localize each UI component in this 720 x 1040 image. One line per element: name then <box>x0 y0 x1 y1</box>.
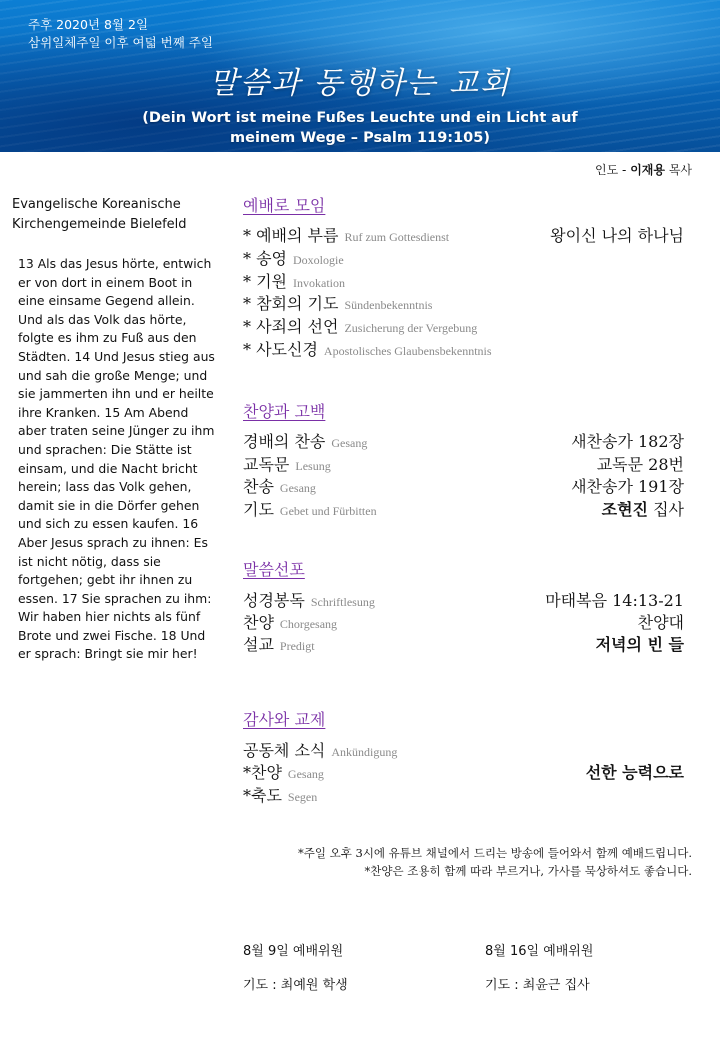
item-korean: 찬양 <box>243 613 274 632</box>
liturgical-sunday: 삼위일체주일 이후 여덟 번째 주일 <box>28 35 213 50</box>
order-item <box>243 223 688 245</box>
item-german: Lesung <box>295 459 331 473</box>
church-name <box>12 195 222 235</box>
section-title-praise: 찬양과 고백 <box>243 402 326 421</box>
item-korean: 성경봉독 <box>243 591 305 610</box>
section-title-sermon: 말씀선포 <box>243 560 305 579</box>
committee-title: 8월 16일 예배위원 <box>485 944 594 959</box>
item-korean: * 송영 <box>243 249 287 268</box>
worship-leader <box>595 161 692 178</box>
item-german: Sündenbekenntnis <box>344 298 433 312</box>
order-item <box>243 429 688 451</box>
scripture-text: 13 Als das Jesus hörte, entwich er von dort in einem Boot in eine einsame Gegend allein. Und als das Volk das hörte, folgte es ihm zu Fuß aus den Städten. 14 Und Jesus stieg aus und sah die große Menge; und sie jammerten ihn und er heilte ihre Kranken. 15 Am Abend aber traten seine Jünger zu ihm und sprachen: Die Stätte ist einsam, und die Nacht bricht herein; lass das Volk gehen, damit sie in die Dörfer gehen und sich zu essen kaufen. 16 Aber Jesus sprach zu ihnen: Es ist nicht nötig, dass sie fortgehen; gebt ihr ihnen zu essen. 17 Sie sprachen zu ihm: Wir haben hier nichts als fünf Brote und zwei Fische. 18 Und er sprach: Bringt sie mir her! <box>18 256 215 662</box>
item-korean: * 예배의 부름 <box>243 226 339 245</box>
order-item <box>243 783 688 805</box>
service-date-block <box>28 16 213 52</box>
item-german: Gesang <box>331 436 368 450</box>
item-german: Schriftlesung <box>310 595 375 609</box>
item-german: Ruf zum Gottesdienst <box>344 230 450 244</box>
item-korean: * 사죄의 선언 <box>243 317 339 336</box>
item-value: 찬양대 <box>637 613 684 632</box>
item-german: Gesang <box>279 481 316 495</box>
item-value: 교독문 28번 <box>596 455 684 474</box>
item-german: Gesang <box>287 767 324 781</box>
prayer-leader-title: 집사 <box>648 500 684 519</box>
item-korean: 찬송 <box>243 477 274 496</box>
item-korean: 경배의 찬송 <box>243 432 326 451</box>
committee-prayer: 기도 : 최윤근 집사 <box>485 978 590 993</box>
sermon-title: 저녁의 빈 들 <box>595 635 684 654</box>
church-name-line: Evangelische Koreanische <box>12 197 181 212</box>
notes <box>298 844 692 880</box>
item-korean: 기도 <box>243 500 274 519</box>
order-item <box>243 588 688 610</box>
item-korean: * 기원 <box>243 272 287 291</box>
item-german: Ankündigung <box>331 745 398 759</box>
order-item <box>243 314 688 336</box>
church-name-line: Kirchengemeinde Bielefeld <box>12 217 187 232</box>
order-item <box>243 738 688 760</box>
item-korean: 설교 <box>243 635 274 654</box>
leader-name: 이재용 <box>630 163 665 177</box>
committee-aug16 <box>485 942 593 996</box>
committee-prayer: 기도 : 최예원 학생 <box>243 978 348 993</box>
item-german: Predigt <box>279 639 315 653</box>
committee-aug9 <box>243 942 348 996</box>
order-item <box>243 269 688 291</box>
item-korean: *찬양 <box>243 763 282 782</box>
item-korean: *축도 <box>243 786 282 805</box>
order-item <box>243 474 688 496</box>
leader-label: 인도 - <box>595 163 627 177</box>
item-value: 선한 능력으로 <box>585 763 684 782</box>
order-item <box>243 452 688 474</box>
order-item <box>243 291 688 313</box>
bulletin-title: 말씀과 동행하는 교회 <box>209 66 511 101</box>
header-verse: (Dein Wort ist meine Fußes Leuchte und ein Licht auf meinem Wege – Psalm 119:105) <box>142 110 578 146</box>
item-korean: 공동체 소식 <box>243 741 326 760</box>
order-item <box>243 610 688 632</box>
item-value: 새찬송가 182장 <box>571 432 684 451</box>
order-item <box>243 632 688 654</box>
section-title-gathering: 예배로 모임 <box>243 196 326 215</box>
item-german: Doxologie <box>293 253 344 267</box>
item-german: Gebet und Fürbitten <box>279 504 377 518</box>
committee-title: 8월 9일 예배위원 <box>243 944 344 959</box>
service-date: 주후 2020년 8월 2일 <box>28 17 149 32</box>
item-korean: 교독문 <box>243 455 290 474</box>
item-german: Zusicherung der Vergebung <box>344 321 478 335</box>
item-german: Invokation <box>293 276 345 290</box>
item-value: 마태복음 14:13-21 <box>545 591 684 610</box>
order-item <box>243 497 688 519</box>
leader-title: 목사 <box>668 163 692 177</box>
item-korean: * 사도신경 <box>243 340 318 359</box>
item-value <box>602 497 684 520</box>
note-line: *찬양은 조용히 함께 따라 부르거나, 가사를 묵상하셔도 좋습니다. <box>364 864 692 878</box>
order-item <box>243 760 688 782</box>
order-item <box>243 246 688 268</box>
item-german: Apostolisches Glaubensbekenntnis <box>323 344 492 358</box>
item-german: Segen <box>287 790 318 804</box>
section-title-fellowship: 감사와 교제 <box>243 710 326 729</box>
note-line: *주일 오후 3시에 유튜브 채널에서 드리는 방송에 들어와서 함께 예배드립니다. <box>298 846 692 860</box>
item-value: 왕이신 나의 하나님 <box>550 226 684 245</box>
item-german: Chorgesang <box>279 617 338 631</box>
order-item <box>243 337 688 359</box>
header-banner <box>0 0 720 152</box>
prayer-leader-name: 조현진 <box>601 500 648 519</box>
item-korean: * 참회의 기도 <box>243 294 339 313</box>
item-value: 새찬송가 191장 <box>571 477 684 496</box>
